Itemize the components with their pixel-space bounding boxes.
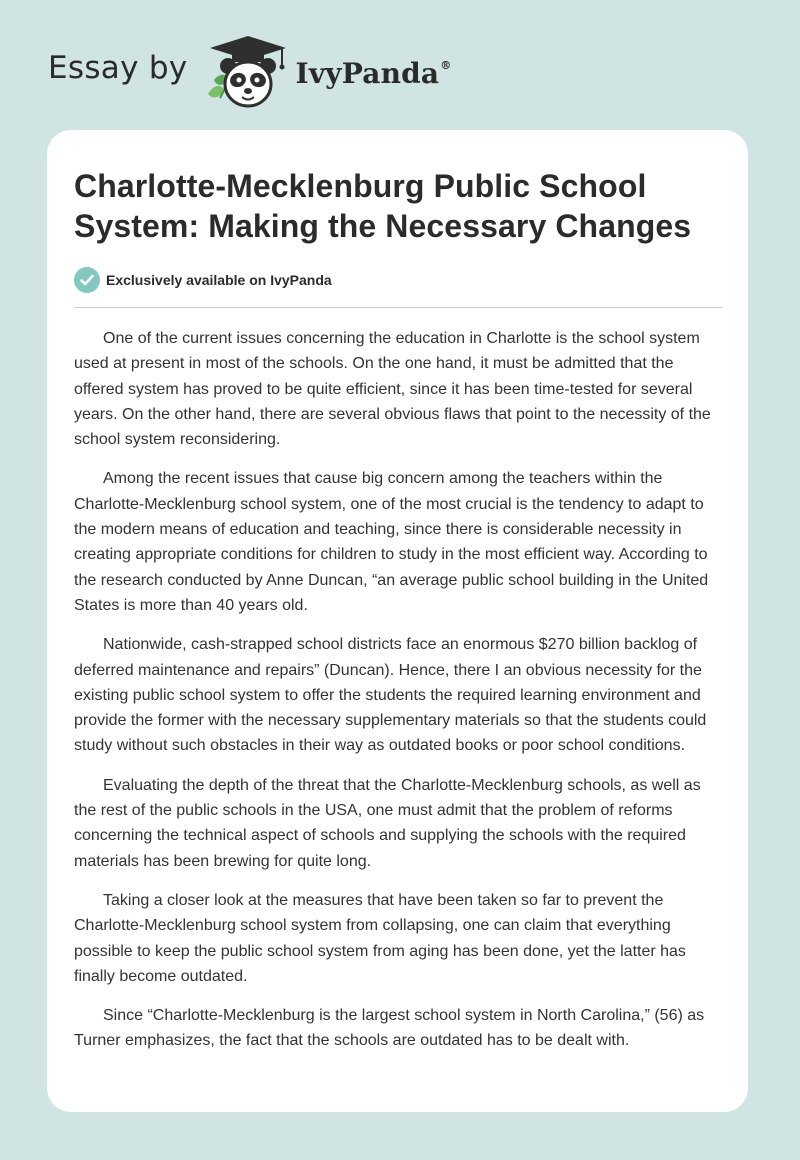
divider: [74, 307, 722, 308]
panda-graduate-icon: [204, 32, 290, 112]
registered-mark: ®: [440, 58, 452, 72]
essay-by-label: Essay by: [48, 50, 188, 86]
paragraph: Taking a closer look at the measures that have been taken so far to prevent the Charlotte-Mecklenburg school system from collapsing, one can claim that everything possible to keep the public school system from aging has been done, yet the latter has finally become outdated.: [74, 891, 686, 985]
essay-card: [47, 130, 748, 1112]
page-title: Charlotte-Mecklenburg Public School System: Making the Necessary Changes: [74, 168, 692, 244]
essay-body: [74, 326, 722, 1054]
paragraph: Evaluating the depth of the threat that the Charlotte-Mecklenburg schools, as well as the rest of the public schools in the USA, one must admit that the problem of reforms concerning the technical aspect of schools and supplying the schools with the required materials has been brewing for quite long.: [74, 776, 701, 870]
exclusive-label: Exclusively available on IvyPanda: [106, 272, 332, 288]
exclusive-badge: [74, 266, 722, 294]
brand-name: IvyPanda®: [295, 56, 452, 90]
checkmark-icon: [74, 267, 100, 293]
brand-header[interactable]: [48, 32, 451, 112]
paragraph: Among the recent issues that cause big concern among the teachers within the Charlotte-Mecklenburg school system, one of the most crucial is the tendency to adapt to the modern means of education and teaching, since there is considerable necessity in creating appropriate conditions for children to study in the most efficient way. According to the research conducted by Anne Duncan, “an average public school building in the United States is more than 40 years old.: [74, 470, 709, 614]
paragraph: Since “Charlotte-Mecklenburg is the largest school system in North Carolina,” (56) as Turner emphasizes, the fact that the schools are outdated has to be dealt with.: [74, 1007, 705, 1050]
paragraph: One of the current issues concerning the education in Charlotte is the school system used at present in most of the schools. On the one hand, it must be admitted that the offered system has proved to be quite efficient, since it has been time-tested for several years. On the other hand, there are several obvious flaws that point to the necessity of the school system reconsidering.: [74, 330, 711, 449]
paragraph: Nationwide, cash-strapped school districts face an enormous $270 billion backlog of deferred maintenance and repairs” (Duncan). Hence, there I an obvious necessity for the existing public school system to offer the students the required learning environment and provide the former with the necessary supplementary materials so that the students could study without such obstacles in their way as outdated books or poor school conditions.: [74, 636, 707, 755]
